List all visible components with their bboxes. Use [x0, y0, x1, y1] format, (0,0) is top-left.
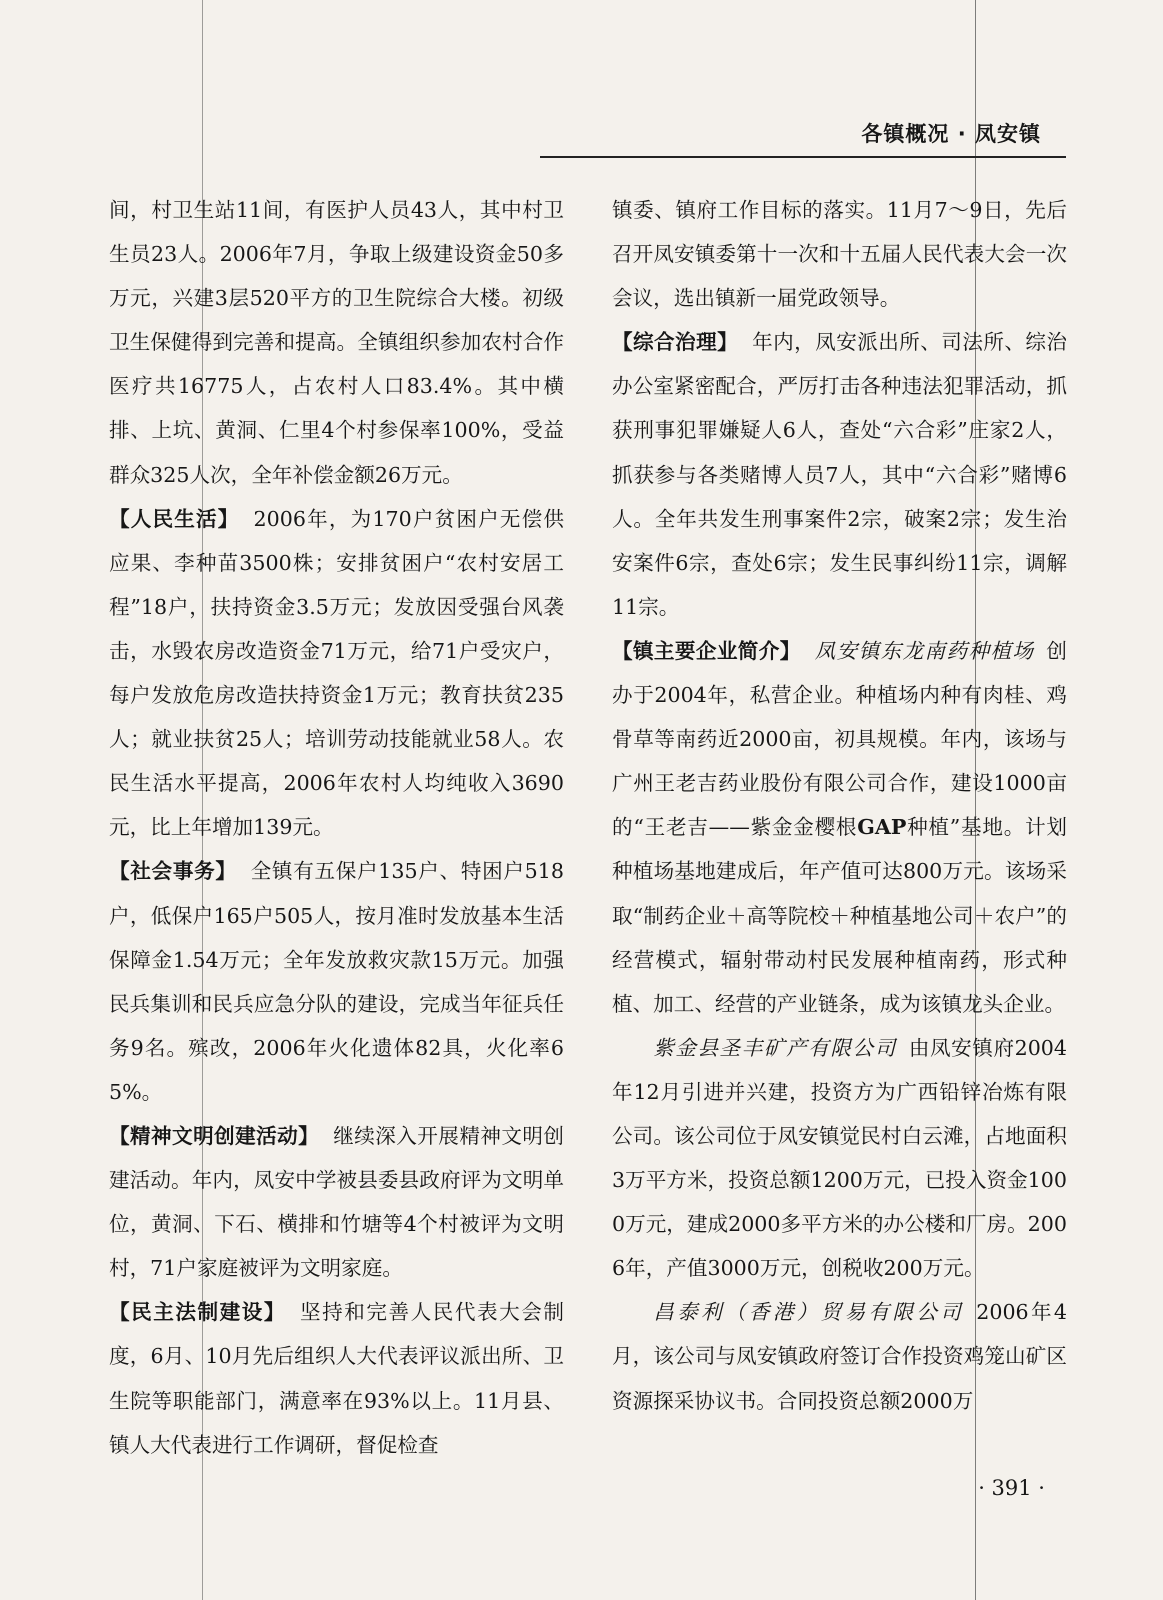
company-name: 凤安镇东龙南药种植场 [814, 638, 1035, 663]
paragraph-civilization [109, 1114, 564, 1290]
paragraph-social-affairs [109, 849, 564, 1114]
page-number: · 391 · [978, 1476, 1045, 1500]
paragraph-text: 2006年，为170户贫困户无偿供应果、李种苗3500株；安排贫困户“农村安居工程”18户，扶持资金3.5万元；发放因受强台风袭击，水毁农房改造资金71万元，给71户受灾户，每户发放危房改造扶持资金1万元；教育扶贫235人；就业扶贫25人；培训劳动技能就业58人。农民生活水平提高，2006年农村人均纯收入3690元，比上年增加139元。 [109, 506, 564, 840]
paragraph-continued: 镇委、镇府工作目标的落实。11月7～9日，先后召开凤安镇委第十一次和十五届人民代表大会一次会议，选出镇新一届党政领导。 [612, 198, 1067, 311]
section-heading: 【综合治理】 [612, 330, 739, 355]
paragraph-enterprises [612, 629, 1067, 1026]
section-heading: 【精神文明创建活动】 [109, 1123, 320, 1148]
company-name: 紫金县圣丰矿产有限公司 [653, 1035, 897, 1060]
paragraph-governance [612, 320, 1067, 629]
left-column [109, 188, 564, 1467]
paragraph-text: 创办于2004年，私营企业。种植场内种有肉桂、鸡骨草等南药近2000亩，初具规模。年内，该场与广州王老吉药业股份有限公司合作，建设1000亩的“王老吉——紫金金樱根 [612, 638, 1067, 840]
section-heading: 【民主法制建设】 [109, 1300, 287, 1325]
paragraph-text: 年内，凤安派出所、司法所、综治办公室紧密配合，严厉打击各种违法犯罪活动，抓获刑事犯罪嫌疑人6人，查处“六合彩”庄家2人，抓获参与各类赌博人员7人，其中“六合彩”赌博6人。全年共发生刑事案件2宗，破案2宗；发生治安案件6宗，查处6宗；发生民事纠纷11宗，调解11宗。 [612, 330, 1068, 619]
gap-label: GAP [857, 815, 907, 840]
paragraph-text: 全镇有五保户135户、特困户518户，低保户165户505人，按月准时发放基本生活保障金1.54万元；全年发放救灾款15万元。加强民兵集训和民兵应急分队的建设，完成当年征兵任务9名。殡改，2006年火化遗体82具，火化率65%。 [109, 859, 564, 1104]
paragraph-text: 种植”基地。计划种植场基地建成后，年产值可达800万元。该场采取“制药企业＋高等院校＋种植基地公司＋农户”的经营模式，辐射带动村民发展种植南药，形式种植、加工、经营的产业链条，成为该镇龙头企业。 [612, 815, 1068, 1016]
running-head: 各镇概况 · 凤安镇 [861, 122, 1041, 146]
paragraph-company-shengfeng [612, 1026, 1067, 1291]
section-heading: 【社会事务】 [109, 859, 237, 884]
paragraph-people-life [109, 497, 564, 850]
company-name: 昌泰利（香港）贸易有限公司 [653, 1300, 965, 1325]
paragraph-text: 坚持和完善人民代表大会制度，6月、10月先后组织人大代表评议派出所、卫生院等职能部门，满意率在93%以上。11月县、镇人大代表进行工作调研，督促检查 [109, 1300, 565, 1457]
paragraph-text: 继续深入开展精神文明创建活动。年内，凤安中学被县委县政府评为文明单位，黄洞、下石、横排和竹塘等4个村被评为文明村，71户家庭被评为文明家庭。 [109, 1123, 564, 1281]
paragraph-text: 2006年4月，该公司与凤安镇政府签订合作投资鸡笼山矿区资源探采协议书。合同投资总额2000万 [612, 1300, 1068, 1413]
paragraph-medical: 间，村卫生站11间，有医护人员43人，其中村卫生员23人。2006年7月，争取上级建设资金50多万元，兴建3层520平方的卫生院综合大楼。初级卫生保健得到完善和提高。全镇组织参加农村合作医疗共16775人，占农村人口83.4%。其中横排、上坑、黄洞、仁里4个村参保率100%，受益群众325人次，全年补偿金额26万元。 [109, 198, 564, 487]
section-heading: 【镇主要企业简介】 [612, 638, 801, 663]
section-heading: 【人民生活】 [109, 506, 240, 531]
right-column [612, 188, 1067, 1423]
paragraph-text: 由凤安镇府2004年12月引进并兴建，投资方为广西铅锌冶炼有限公司。该公司位于凤安镇觉民村白云滩，占地面积3万平方米，投资总额1200万元，已投入资金1000万元，建成2000多平方米的办公楼和厂房。2006年，产值3000万元，创税收200万元。 [612, 1035, 1067, 1281]
header-rule [540, 156, 1066, 158]
paragraph-company-changtaili [612, 1290, 1067, 1422]
paragraph-democracy [109, 1290, 564, 1466]
